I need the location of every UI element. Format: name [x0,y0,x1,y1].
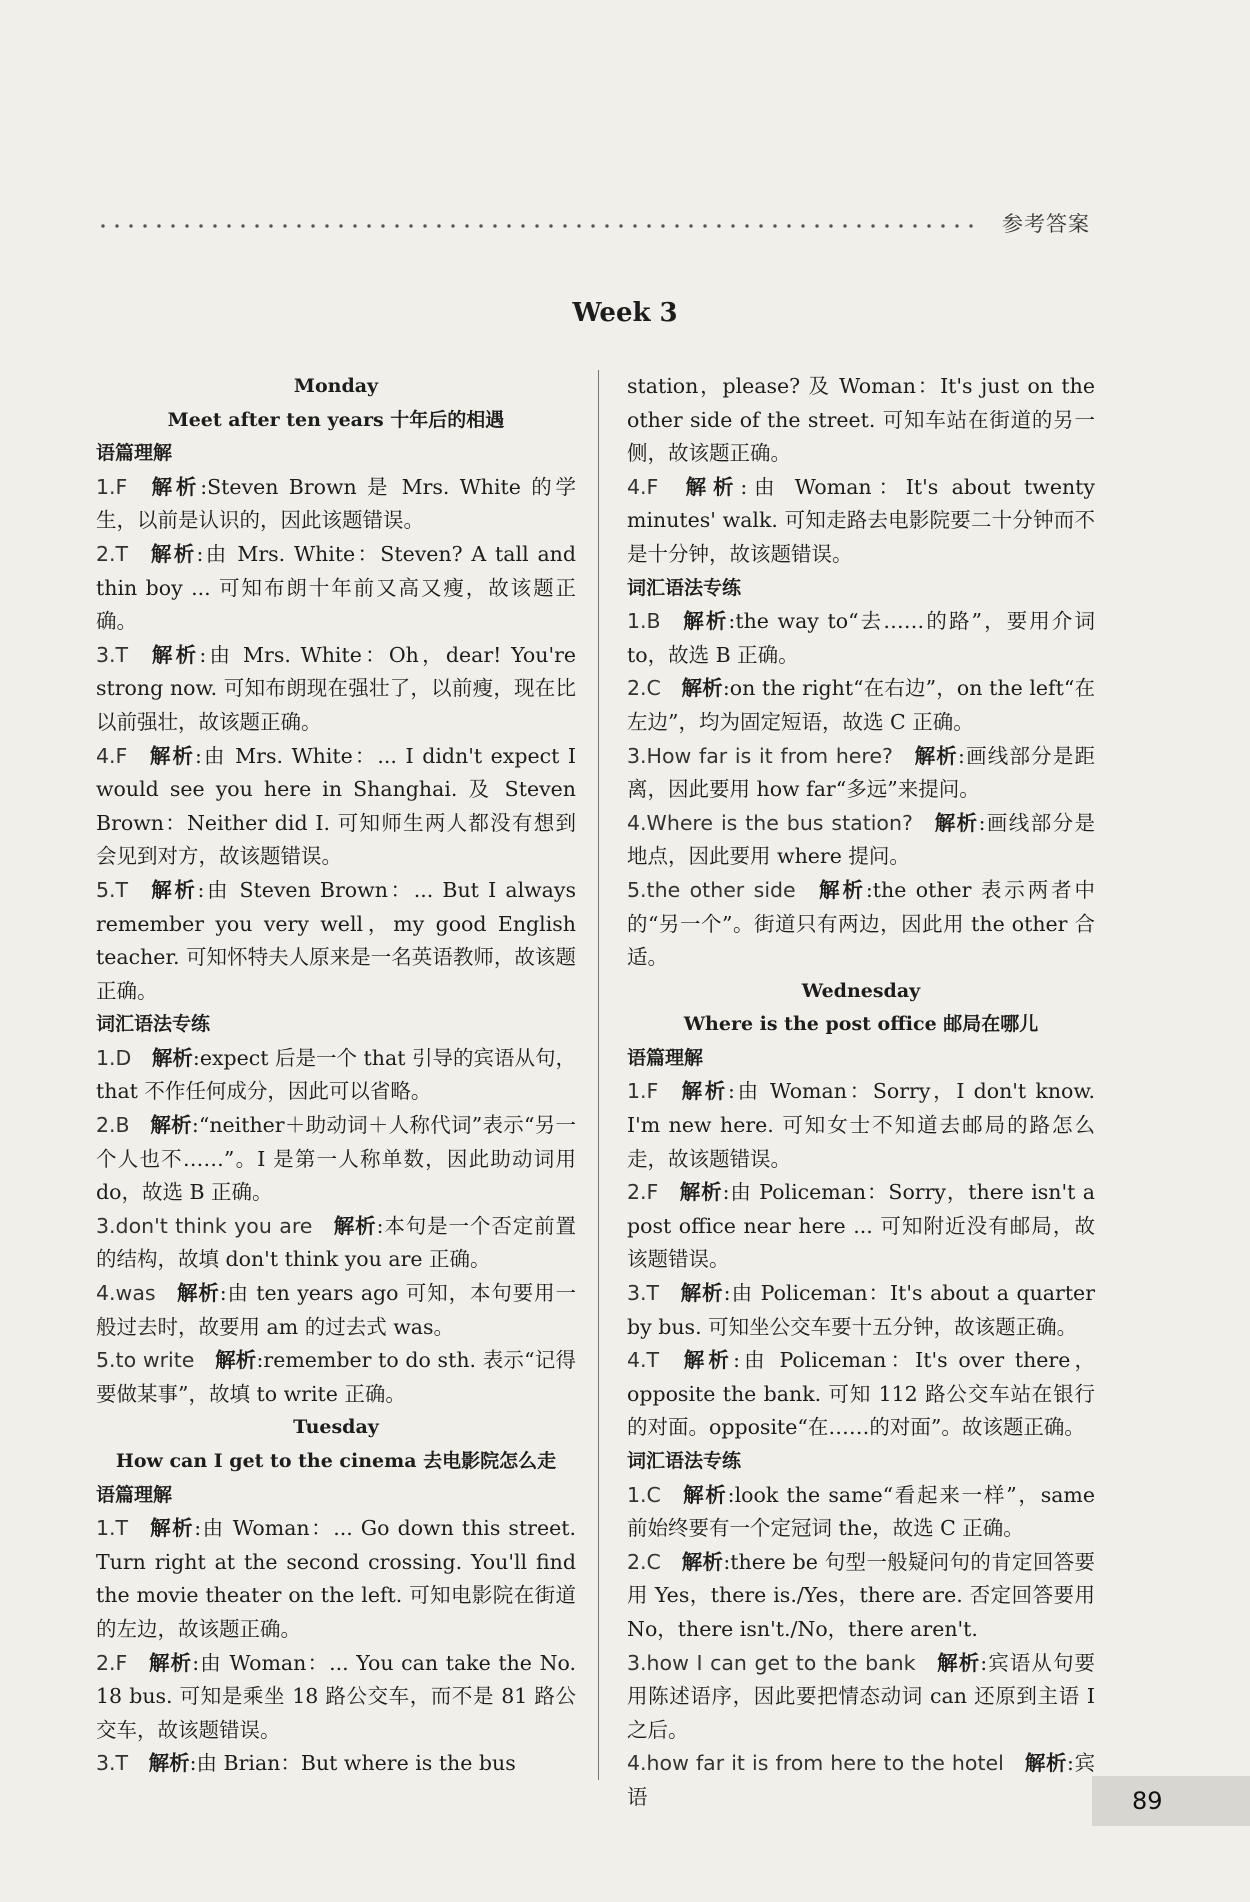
wednesday-vocab-list [627,1479,1095,1815]
answer-item: 3.T 解析:由 Mrs. White：Oh，dear! You're strong now. 可知布朗现在强壮了，以前瘦，现在比以前强壮，故该题正确。 [96,642,577,734]
answer-number: 3.T [96,1751,129,1776]
analysis-tag: 解析 [150,1113,192,1138]
answer-number: 4.was [96,1281,156,1306]
analysis-tag: 解析 [147,474,201,499]
answer-text: 由 Brian：But where is the bus [196,1751,516,1776]
answer-number: 4.F [627,474,659,499]
analysis-tag: 解析 [148,541,197,566]
answer-item: 3.T 解析:由 Brian：But where is the bus [96,1751,516,1776]
answer-item: 4.F 解析:由 Woman：It's about twenty minutes' walk. 可知走路去电影院要二十分钟而不是十分钟，故该题错误。 [627,474,1095,566]
answer-text: expect 后是一个 that 引导的宾语从句，that 不作任何成分，因此可以省略。 [96,1045,577,1104]
answer-item: 5.T 解析:由 Steven Brown：... But I always remember you very well，my good English teacher. 可知怀特夫人原来是一名英语教师，故该题正确。 [96,877,576,1003]
answer-text: 由 Policeman：Sorry，there isn't a post office near here ... 可知附近没有邮局，故该题错误。 [627,1180,1096,1272]
answer-text: the way to“去……的路”，要用介词 to，故选 B 正确。 [627,609,1096,667]
reading-label: 语篇理解 [96,442,173,465]
tuesday-vocab-list [627,605,1095,975]
answer-number: 2.F [627,1180,659,1205]
analysis-tag: 解析 [913,743,958,768]
answer-text: Steven Brown 是 Mrs. White 的学生，以前是认识的，因此该题错误。 [96,474,576,533]
answer-item: 1.F 解析:Steven Brown 是 Mrs. White 的学生，以前是认识的，因此该题错误。 [96,474,576,533]
analysis-tag: 解析 [933,810,979,835]
vocab-label: 词汇语法专练 [96,1013,211,1036]
answer-number: 1.F [627,1079,659,1104]
answer-number: 4.how far it is from here to the hotel [627,1751,1004,1776]
answer-number: 1.B [627,609,661,634]
reading-label: 语篇理解 [96,1483,173,1506]
answer-text: 宾语 [627,1751,1095,1809]
section-title-wednesday: Where is the post office 邮局在哪儿 [683,1013,1039,1036]
analysis-tag: 解析 [332,1213,377,1238]
answer-number: 3.T [96,642,129,667]
answer-item: 1.D 解析:expect 后是一个 that 引导的宾语从句，that 不作任何成分，因此可以省略。 [96,1045,577,1104]
answer-text: 宾语从句要用陈述语序，因此要把情态动词 can 还原到主语 I 之后。 [627,1650,1096,1742]
answer-number: 3.how I can get to the bank [627,1650,916,1675]
answer-text: 本句是一个否定前置的结构，故填 don't think you are 正确。 [96,1213,576,1272]
analysis-tag: 解析 [148,642,200,667]
analysis-tag: 解析 [681,1549,724,1574]
analysis-tag: 解析 [678,474,741,499]
answer-item: 2.T 解析:由 Mrs. White：Steven? A tall and thin boy ... 可知布朗十年前又高又瘦，故该题正确。 [96,541,576,634]
answer-item: 1.C 解析:look the same“看起来一样”，same 前始终要有一个定冠词 the，故选 C 正确。 [627,1482,1096,1541]
answer-text: 由 Woman：It's about twenty minutes' walk. 可知走路去电影院要二十分钟而不是十分钟，故该题错误。 [627,474,1095,566]
analysis-tag: 解析 [148,1751,190,1776]
answer-number: 4.Where is the bus station? [627,810,913,835]
section-title-monday: Meet after ten years 十年后的相遇 [167,408,505,431]
answer-number: 1.F [96,474,128,499]
answer-text: 由 Mrs. White：Steven? A tall and thin boy ... 可知布朗十年前又高又瘦，故该题正确。 [96,541,576,634]
answer-text: “neither＋助动词＋人称代词”表示“另一个人也不……”。I 是第一人称单数，因此助动词用 do，故选 B 正确。 [96,1113,576,1205]
answer-number: 2.C [627,676,661,701]
header-label: 参考答案 [1002,212,1090,236]
answer-item: 4.Where is the bus station? 解析:画线部分是地点，因此要用 where 提问。 [627,810,1096,869]
analysis-tag: 解析 [1024,1751,1068,1776]
tuesday-reading-continued [627,370,1095,572]
answer-item: 5.to write 解析:remember to do sth. 表示“记得要做某事”，故填 to write 正确。 [96,1348,576,1406]
day-heading-monday: Monday [293,375,379,397]
answer-number: 2.T [96,541,129,566]
answer-item: 1.F 解析:由 Woman：Sorry，I don't know. I'm new here. 可知女士不知道去邮局的路怎么走，故该题错误。 [627,1079,1095,1171]
analysis-tag: 解析 [816,877,866,902]
answer-number: 2.C [627,1549,661,1574]
answer-text: 由 ten years ago 可知，本句要用一般过去时，故要用 am 的过去式 was。 [96,1281,576,1339]
analysis-tag: 解析 [148,877,198,902]
answer-number: 5.the other side [627,877,796,902]
answer-item: 3.how I can get to the bank 解析:宾语从句要用陈述语序，因此要把情态动词 can 还原到主语 I 之后。 [627,1650,1096,1742]
answer-item: 2.C 解析:there be 句型一般疑问句的肯定回答要用 Yes，there is./Yes，there are. 否定回答要用 No，there isn't./No，there aren't. [627,1549,1096,1641]
answer-text: there be 句型一般疑问句的肯定回答要用 Yes，there is./Yes，there are. 否定回答要用 No，there isn't./No，there aren't. [627,1549,1096,1641]
answer-text: 由 Policeman：It's about a quarter by bus. 可知坐公交车要十五分钟，故该题正确。 [627,1281,1095,1339]
answer-number: 1.T [96,1516,129,1541]
answer-number: 5.to write [96,1348,195,1373]
page-header [96,206,1090,242]
answer-text: 由 Woman：Sorry，I don't know. I'm new here. 可知女士不知道去邮局的路怎么走，故该题错误。 [627,1079,1095,1171]
page-number: 89 [1092,1776,1250,1826]
answer-item: 4.was 解析:由 ten years ago 可知，本句要用一般过去时，故要用 am 的过去式 was。 [96,1281,576,1339]
answer-text: remember to do sth. 表示“记得要做某事”，故填 to write 正确。 [96,1348,576,1406]
analysis-tag: 解析 [681,609,729,634]
answer-text: on the right“在右边”，on the left“在左边”，均为固定短语，故选 C 正确。 [627,676,1095,734]
answer-text: 画线部分是地点，因此要用 where 提问。 [627,810,1096,869]
day-heading-wednesday: Wednesday [801,979,921,1002]
answer-item: 4.T 解析:由 Policeman：It's over there，opposite the bank. 可知 112 路公交车站在银行的对面。opposite“在……的对面”。故该题正确。 [627,1348,1096,1440]
answer-item: 5.the other side 解析:the other 表示两者中的“另一个”。街道只有两边，因此用 the other 合适。 [627,877,1095,970]
monday-vocab-list [96,1042,576,1412]
answer-number: 3.T [627,1281,660,1306]
analysis-tag: 解析 [214,1348,257,1373]
answer-text: 由 Policeman：It's over there，opposite the bank. 可知 112 路公交车站在银行的对面。opposite“在……的对面”。故该题正确。 [627,1348,1096,1440]
answer-number: 2.F [96,1650,128,1675]
analysis-tag: 解析 [147,743,196,768]
answer-item: 3.T 解析:由 Policeman：It's about a quarter by bus. 可知坐公交车要十五分钟，故该题正确。 [627,1281,1095,1339]
day-heading-tuesday: Tuesday [293,1416,379,1439]
answer-number: 3.How far is it from here? [627,743,893,768]
week-title: Week 3 [572,298,678,328]
wednesday-reading-list [627,1075,1095,1445]
analysis-tag: 解析 [679,1348,734,1373]
answer-item [627,370,1095,471]
right-column [627,370,1095,1815]
vocab-label: 词汇语法专练 [627,576,742,599]
answer-item: 2.F 解析:由 Policeman：Sorry，there isn't a post office near here ... 可知附近没有邮局，故该题错误。 [627,1180,1096,1272]
answer-text: the other 表示两者中的“另一个”。街道只有两边，因此用 the other 合适。 [627,877,1095,970]
section-title-tuesday: How can I get to the cinema 去电影院怎么走 [115,1450,557,1472]
answer-number: 1.C [627,1482,661,1507]
answer-text: station，please? 及 Woman：It's just on the other side of the street. 可知车站在街道的另一侧，故该题正确。 [627,374,1095,466]
analysis-tag: 解析 [679,1281,724,1306]
answer-item: 1.T 解析:由 Woman：... Go down this street. Turn right at the second crossing. You'll find the movie theater on the left. 可知电影院在街道的左边，故该题正确。 [96,1516,576,1641]
analysis-tag: 解析 [148,1516,195,1541]
analysis-tag: 解析 [678,1180,723,1205]
answer-text: 由 Steven Brown：... But I always remember you very well，my good English teacher. 可知怀特夫人原来是一名英语教师，故该题正确。 [96,877,576,1003]
answer-number: 3.don't think you are [96,1213,313,1238]
analysis-tag: 解析 [176,1281,220,1306]
answer-text: 由 Woman：... Go down this street. Turn right at the second crossing. You'll find the movie theater on the left. 可知电影院在街道的左边，故该题正确。 [96,1516,576,1641]
answer-number: 4.F [96,743,128,768]
answer-text: 由 Woman：... You can take the No. 18 bus. 可知是乘坐 18 路公交车，而不是 81 路公交车，故该题错误。 [96,1650,576,1742]
vocab-label: 词汇语法专练 [627,1450,742,1472]
answer-number: 5.T [96,877,129,902]
answer-item: 2.C 解析:on the right“在右边”，on the left“在左边”，均为固定短语，故选 C 正确。 [627,676,1095,734]
analysis-tag: 解析 [681,676,723,701]
answer-item: 2.F 解析:由 Woman：... You can take the No. 18 bus. 可知是乘坐 18 路公交车，而不是 81 路公交车，故该题错误。 [96,1650,576,1742]
tuesday-reading-list [96,1512,576,1781]
reading-label: 语篇理解 [627,1046,704,1069]
answer-text: 由 Mrs. White：... I didn't expect I would see you here in Shanghai. 及 Steven Brown：Neither did I. 可知师生两人都没有想到会见到对方，故该题错误。 [96,743,576,869]
answer-text: 画线部分是距离，因此要用 how far“多远”来提问。 [627,743,1096,802]
analysis-tag: 解析 [147,1650,193,1675]
analysis-tag: 解析 [681,1482,728,1507]
answer-text: 由 Mrs. White：Oh，dear! You're strong now. 可知布朗现在强壮了，以前瘦，现在比以前强壮，故该题正确。 [96,642,577,734]
answer-item: 4.how far it is from here to the hotel 解析:宾语 [627,1751,1095,1809]
answer-text: look the same“看起来一样”，same 前始终要有一个定冠词 the，故选 C 正确。 [627,1482,1096,1541]
analysis-tag: 解析 [936,1650,981,1675]
dotted-rule [96,224,976,228]
answer-item: 2.B 解析:“neither＋助动词＋人称代词”表示“另一个人也不……”。I 是第一人称单数，因此助动词用 do，故选 B 正确。 [96,1113,576,1205]
answer-item: 1.B 解析:the way to“去……的路”，要用介词 to，故选 B 正确。 [627,609,1096,667]
answer-item: 3.How far is it from here? 解析:画线部分是距离，因此要用 how far“多远”来提问。 [627,743,1096,802]
analysis-tag: 解析 [151,1045,193,1070]
answer-number: 1.D [96,1045,132,1070]
answer-number: 2.B [96,1113,130,1138]
monday-reading-list [96,471,576,1009]
analysis-tag: 解析 [678,1079,728,1104]
answer-number: 4.T [627,1348,660,1373]
answer-item: 4.F 解析:由 Mrs. White：... I didn't expect I would see you here in Shanghai. 及 Steven Brown：Neither did I. 可知师生两人都没有想到会见到对方，故该题错误。 [96,743,576,869]
left-column [96,370,576,1781]
column-divider [598,370,599,1780]
answer-item: 3.don't think you are 解析:本句是一个否定前置的结构，故填 don't think you are 正确。 [96,1213,576,1272]
